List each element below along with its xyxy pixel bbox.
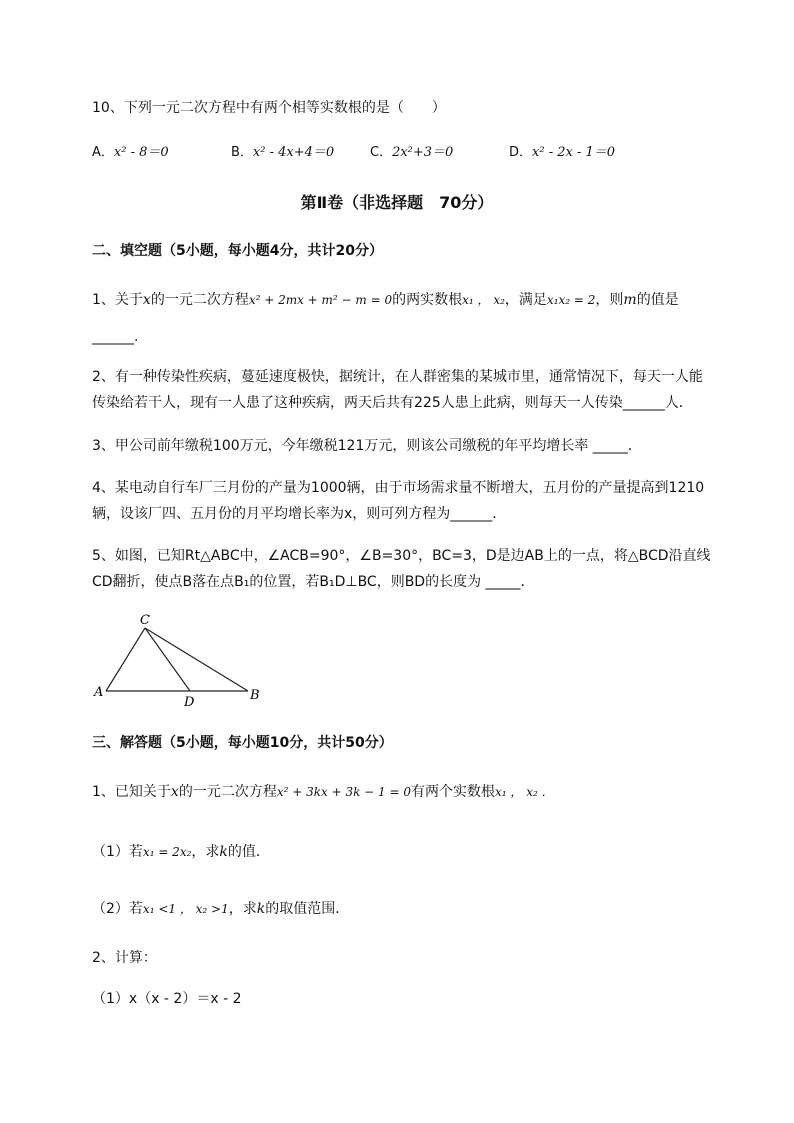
option-d-label: D． bbox=[509, 145, 533, 160]
label-c: C bbox=[140, 613, 150, 628]
option-c[interactable] bbox=[370, 143, 453, 163]
option-d-eq: x² - 2x - 1＝0 bbox=[532, 145, 616, 160]
part2-title: 第Ⅱ卷（非选择题 70分） bbox=[300, 193, 494, 212]
fill-q1-a: 1、关于 bbox=[92, 292, 143, 308]
fill-q4-line2: 辆，设该厂四、五月份的月平均增长率为x，则可列方程为______． bbox=[92, 506, 507, 522]
var-k: k bbox=[219, 844, 228, 860]
fill-q1-equation: x² + 2mx + m² − m = 0 bbox=[248, 293, 393, 307]
var-x: x bbox=[142, 292, 151, 308]
part1-condition: x₁ = 2x₂ bbox=[142, 845, 192, 859]
part2-c: 的取值范围． bbox=[265, 901, 350, 917]
answer-q2-part1: （1）x（x - 2）＝x - 2 bbox=[92, 991, 242, 1007]
fill-heading: 二、填空题（5小题，每小题4分，共计20分） bbox=[92, 243, 383, 259]
fill-q2-line2: 传染给若干人，现有一人患了这种疾病，两天后共有225人患上此病，则每天一人传染______人． bbox=[92, 395, 693, 411]
triangle-figure bbox=[90, 612, 270, 712]
fill-q2-line1: 2、有一种传染性疾病，蔓延速度极快，据统计，在人群密集的某城市里，通常情况下，每天一人能 bbox=[92, 369, 703, 385]
part1-a: （1）若 bbox=[92, 844, 143, 860]
segment-cb bbox=[145, 628, 248, 691]
q10-stem: 10、下列一元二次方程中有两个相等实数根的是（ ） bbox=[92, 100, 446, 116]
answer-q1-roots: x₁ ， x₂ ． bbox=[495, 785, 554, 799]
fill-q1-roots: x₁ ， x₂ bbox=[462, 293, 505, 307]
fill-q1-e: ，则 bbox=[595, 292, 624, 308]
option-a[interactable] bbox=[92, 143, 169, 163]
fill-q4-line1: 4、某电动自行车厂三月份的产量为1000辆，由于市场需求量不断增大，五月份的产量提高到1210 bbox=[92, 480, 705, 496]
part1-c: 的值． bbox=[227, 844, 270, 860]
answer-q1-equation: x² + 3kx + 3k − 1 = 0 bbox=[276, 785, 411, 799]
segment-ca bbox=[106, 628, 145, 691]
option-c-label: C． bbox=[370, 145, 393, 160]
option-b-label: B． bbox=[231, 145, 253, 160]
part2-condition: x₁ <1 ， x₂ >1 bbox=[142, 902, 229, 916]
option-b[interactable] bbox=[231, 143, 334, 163]
option-a-eq: x² - 8＝0 bbox=[113, 145, 169, 160]
fill-q1-d: ，满足 bbox=[504, 292, 547, 308]
part2-a: （2）若 bbox=[92, 901, 143, 917]
option-d[interactable] bbox=[509, 143, 615, 163]
answer-q1-a: 1、已知关于 bbox=[92, 784, 171, 800]
segment-cd bbox=[145, 628, 190, 691]
label-b: B bbox=[250, 688, 260, 703]
part2-b: ，求 bbox=[228, 901, 257, 917]
fill-q1-condition: x₁x₂ = 2 bbox=[546, 293, 596, 307]
fill-q1 bbox=[92, 290, 679, 310]
part1-b: ，求 bbox=[191, 844, 220, 860]
answer-q2: 2、计算： bbox=[92, 950, 157, 966]
fill-q1-c: 的两实数根 bbox=[392, 292, 463, 308]
option-a-label: A． bbox=[92, 145, 114, 160]
option-b-eq: x² - 4x+4＝0 bbox=[252, 145, 335, 160]
label-a: A bbox=[94, 685, 104, 700]
answer-q1-part1 bbox=[92, 842, 270, 862]
answer-q1 bbox=[92, 782, 554, 802]
answer-q1-c: 有两个实数根 bbox=[411, 784, 495, 800]
var-m: m bbox=[623, 292, 637, 308]
answer-q1-part2 bbox=[92, 899, 349, 919]
answer-q1-b: 的一元二次方程 bbox=[178, 784, 277, 800]
var-k: k bbox=[256, 901, 266, 917]
fill-q1-f: 的值是 bbox=[636, 292, 679, 308]
fill-q1-blank[interactable]: ______. bbox=[92, 329, 139, 345]
option-c-eq: 2x²+3＝0 bbox=[392, 145, 454, 160]
var-x: x bbox=[170, 784, 179, 800]
answer-heading: 三、解答题（5小题，每小题10分，共计50分） bbox=[92, 735, 393, 751]
label-d: D bbox=[184, 695, 195, 710]
fill-q5-line1: 5、如图，已知Rt△ABC中，∠ACB=90°，∠B=30°，BC=3，D是边AB上的一点，将△BCD沿直线 bbox=[92, 548, 711, 564]
fill-q3: 3、甲公司前年缴税100万元，今年缴税121万元，则该公司缴税的年平均增长率 _____． bbox=[92, 438, 642, 454]
fill-q1-b: 的一元二次方程 bbox=[150, 292, 249, 308]
fill-q5-line2: CD翻折，使点B落在点B₁的位置，若B₁D⊥BC，则BD的长度为 _____． bbox=[92, 574, 535, 590]
